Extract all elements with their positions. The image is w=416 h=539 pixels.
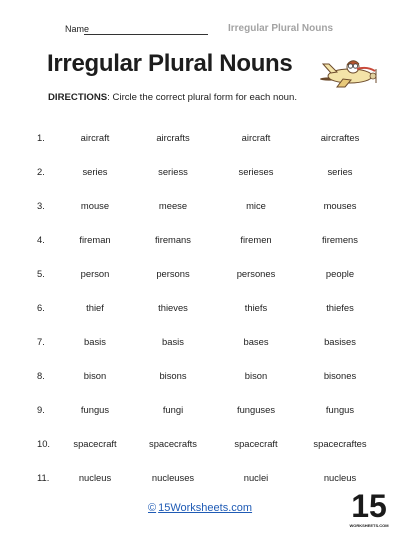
question-number: 2. xyxy=(37,166,45,177)
base-noun: series xyxy=(82,166,108,177)
base-noun: thief xyxy=(86,302,104,313)
question-number: 3. xyxy=(37,200,45,211)
plural-option[interactable]: spacecrafts xyxy=(149,438,197,449)
base-noun: person xyxy=(80,268,110,279)
plural-option[interactable]: bisons xyxy=(159,370,187,381)
question-row xyxy=(0,200,416,214)
plural-option[interactable]: firemans xyxy=(155,234,191,245)
directions-text: : Circle the correct plural form for each noun. xyxy=(107,92,297,103)
plural-option[interactable]: firemens xyxy=(322,234,358,245)
page-title: Irregular Plural Nouns xyxy=(47,50,293,77)
plural-option[interactable]: series xyxy=(327,166,353,177)
plural-option[interactable]: thiefes xyxy=(326,302,354,313)
base-noun: bison xyxy=(83,370,107,381)
plural-option[interactable]: basises xyxy=(324,336,356,347)
base-noun: basis xyxy=(84,336,106,347)
plural-option[interactable]: funguses xyxy=(236,404,276,415)
plural-option[interactable]: meese xyxy=(158,200,188,211)
question-row xyxy=(0,370,416,384)
question-number: 9. xyxy=(37,404,45,415)
footer-website-link[interactable] xyxy=(148,502,252,514)
plural-option[interactable]: basis xyxy=(162,336,184,347)
question-number: 5. xyxy=(37,268,45,279)
plural-option[interactable]: aircrafts xyxy=(156,132,190,143)
directions-label: DIRECTIONS xyxy=(48,92,108,103)
base-noun: spacecraft xyxy=(73,438,117,449)
base-noun: fungus xyxy=(80,404,110,415)
plural-option[interactable]: seriess xyxy=(158,166,188,177)
plural-option[interactable]: nucleuses xyxy=(151,472,195,483)
base-noun: mouse xyxy=(80,200,110,211)
plural-option[interactable]: nucleus xyxy=(323,472,357,483)
plural-option[interactable]: persons xyxy=(156,268,190,279)
plural-option[interactable]: mouses xyxy=(323,200,357,211)
plural-option[interactable]: people xyxy=(325,268,355,279)
base-noun: fireman xyxy=(79,234,111,245)
plural-option[interactable]: spacecraft xyxy=(234,438,278,449)
header-title: Irregular Plural Nouns xyxy=(228,23,334,34)
question-number: 6. xyxy=(37,302,45,313)
name-label: Name xyxy=(65,24,90,34)
question-row xyxy=(0,132,416,146)
plural-option[interactable]: thiefs xyxy=(244,302,268,313)
question-row xyxy=(0,438,416,452)
plural-option[interactable]: spacecraftes xyxy=(313,438,367,449)
question-row xyxy=(0,302,416,316)
question-row xyxy=(0,336,416,350)
copyright-symbol: © xyxy=(148,502,157,514)
question-number: 4. xyxy=(37,234,45,245)
question-row xyxy=(0,234,416,248)
base-noun: aircraft xyxy=(80,132,110,143)
question-number: 11. xyxy=(37,472,50,483)
question-number: 8. xyxy=(37,370,45,381)
question-row xyxy=(0,166,416,180)
question-row xyxy=(0,268,416,282)
worksheets-logo xyxy=(349,484,389,530)
plural-option[interactable]: aircraftes xyxy=(320,132,360,143)
plural-option[interactable]: serieses xyxy=(238,166,274,177)
plural-option[interactable]: aircraft xyxy=(241,132,271,143)
question-row xyxy=(0,404,416,418)
base-noun: nucleus xyxy=(78,472,112,483)
logo-number: 15 xyxy=(351,488,387,524)
plural-option[interactable]: bison xyxy=(244,370,268,381)
plural-option[interactable]: fungus xyxy=(325,404,355,415)
plural-option[interactable]: mice xyxy=(246,200,266,211)
plural-option[interactable]: nuclei xyxy=(243,472,269,483)
plural-option[interactable]: bases xyxy=(243,336,269,347)
plural-option[interactable]: bisones xyxy=(323,370,357,381)
footer-site-text: 15Worksheets.com xyxy=(158,502,253,514)
plural-option[interactable]: firemen xyxy=(240,234,272,245)
logo-caption: WORKSHEETS.COM xyxy=(349,523,389,528)
plural-option[interactable]: fungi xyxy=(162,404,184,415)
question-number: 1. xyxy=(37,132,45,143)
question-number: 7. xyxy=(37,336,45,347)
plural-option[interactable]: persones xyxy=(236,268,276,279)
question-number: 10. xyxy=(37,438,51,449)
plural-option[interactable]: thieves xyxy=(158,302,188,313)
